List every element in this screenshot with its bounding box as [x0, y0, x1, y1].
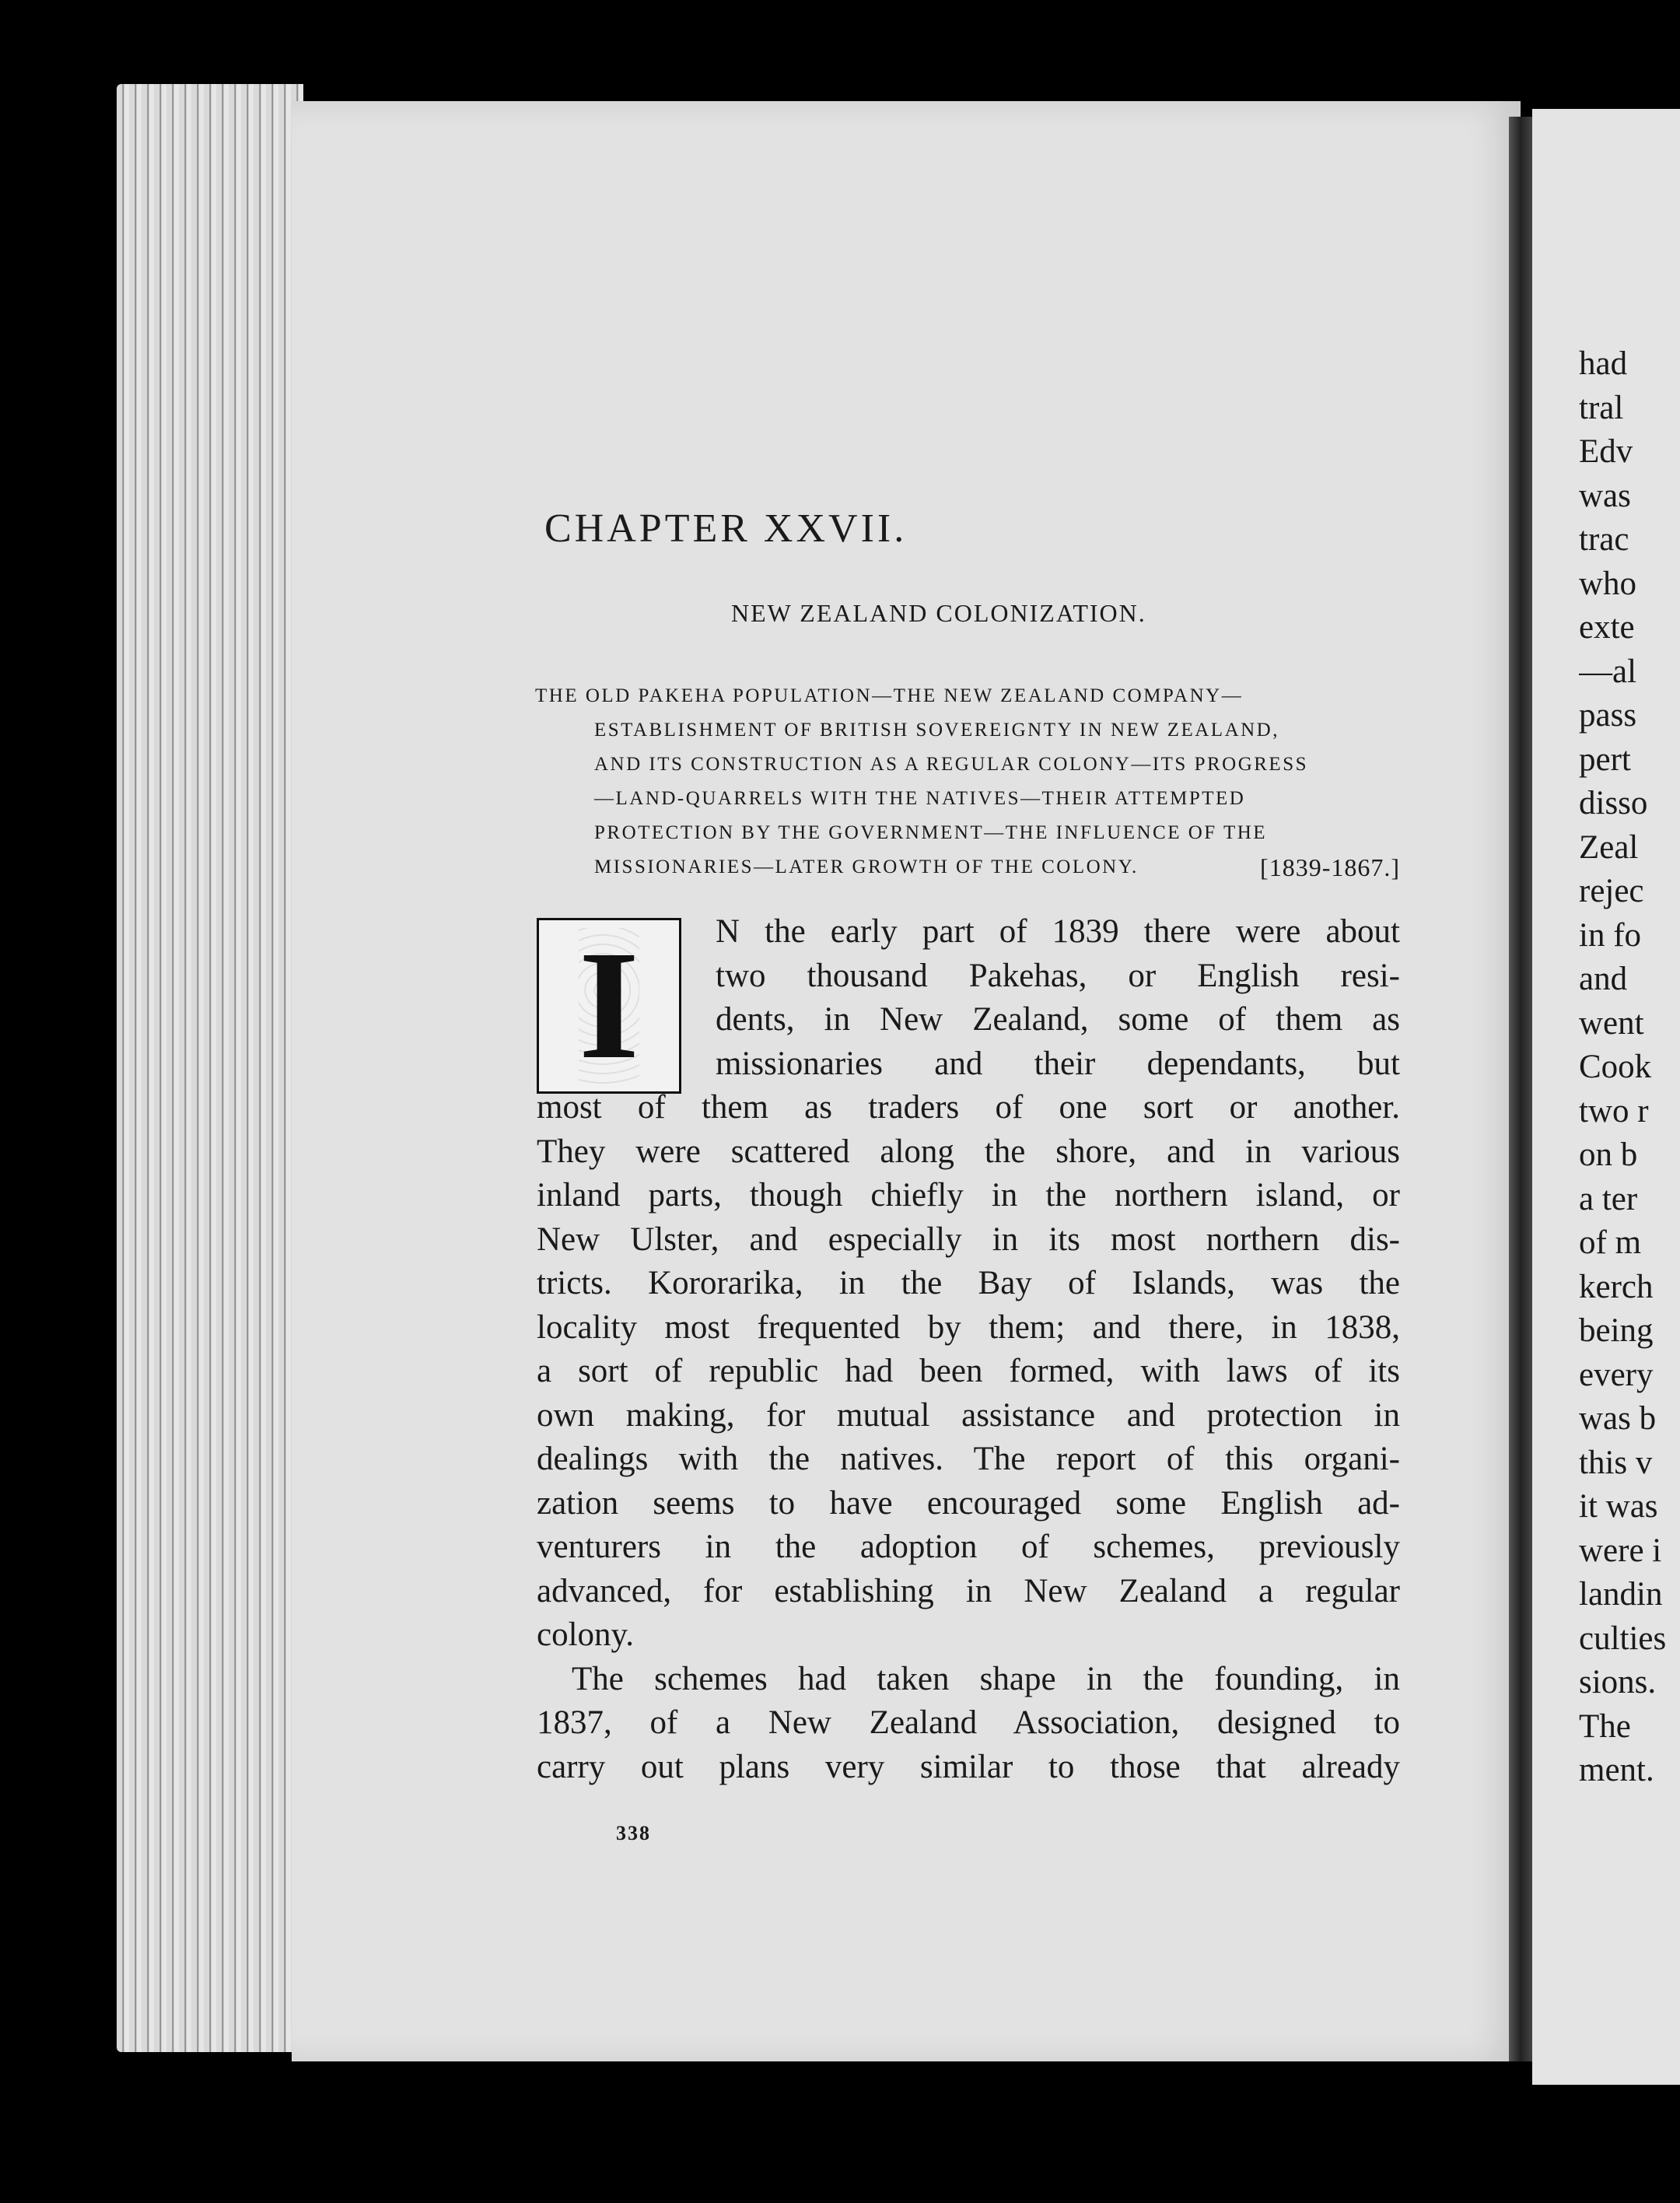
- right-text-fragment: was b: [1579, 1400, 1657, 1437]
- right-text-fragment: trac: [1579, 521, 1629, 558]
- right-text-fragment: of m: [1579, 1224, 1642, 1261]
- summary-line: —LAND-QUARRELS WITH THE NATIVES—THEIR ATTEMPTED: [594, 788, 1246, 809]
- right-page-text-fragments: [1579, 342, 1680, 1793]
- right-text-fragment: were i: [1579, 1532, 1662, 1569]
- right-text-fragment: exte: [1579, 609, 1635, 646]
- chapter-title: CHAPTER XXVII.: [544, 506, 908, 551]
- text-line: 1837, of a New Zealand Association, designed to: [537, 1704, 1400, 1741]
- right-text-fragment: disso: [1579, 785, 1648, 821]
- right-text-fragment: a ter: [1579, 1180, 1638, 1217]
- right-text-fragment: and: [1579, 961, 1628, 997]
- right-text-fragment: who: [1579, 565, 1637, 602]
- text-line: New Ulster, and especially in its most northern dis-: [537, 1221, 1400, 1258]
- right-text-fragment: on b: [1579, 1137, 1638, 1173]
- right-text-fragment: being: [1579, 1312, 1654, 1349]
- right-text-fragment: every: [1579, 1356, 1654, 1393]
- book-gutter: [1509, 117, 1532, 2061]
- text-line: inland parts, though chiefly in the northern island, or: [537, 1177, 1400, 1214]
- right-text-fragment: —al: [1579, 653, 1637, 690]
- right-text-fragment: Edv: [1579, 433, 1633, 470]
- text-line: carry out plans very similar to those that already: [537, 1748, 1400, 1785]
- summary-line: THE OLD PAKEHA POPULATION—THE NEW ZEALAND COMPANY—: [535, 685, 1244, 706]
- text-line: a sort of republic had been formed, with laws of its: [537, 1353, 1400, 1389]
- text-line: locality most frequented by them; and there, in 1838,: [537, 1308, 1400, 1346]
- text-line: The schemes had taken shape in the founding, in: [572, 1660, 1400, 1697]
- text-line: zation seems to have encouraged some English ad-: [537, 1484, 1400, 1522]
- right-text-fragment: pass: [1579, 697, 1637, 734]
- chapter-summary: [535, 679, 1400, 884]
- text-line: tricts. Kororarika, in the Bay of Islands, was the: [537, 1265, 1400, 1301]
- right-text-fragment: was: [1579, 477, 1631, 514]
- right-text-fragment: culties: [1579, 1620, 1667, 1657]
- right-text-fragment: this v: [1579, 1444, 1653, 1481]
- right-text-fragment: two r: [1579, 1092, 1649, 1130]
- right-text-fragment: ment.: [1579, 1752, 1654, 1788]
- right-text-fragment: kerch: [1579, 1268, 1654, 1305]
- right-text-fragment: pert: [1579, 741, 1631, 778]
- text-line: advanced, for establishing in New Zealand a regular: [537, 1572, 1400, 1609]
- right-text-fragment: it was: [1579, 1488, 1658, 1525]
- text-line: most of them as traders of one sort or another.: [537, 1089, 1400, 1126]
- body-text: [537, 910, 1400, 1789]
- page-number: 338: [616, 1822, 651, 1844]
- right-text-fragment: in fo: [1579, 916, 1642, 954]
- right-text-fragment: rejec: [1579, 873, 1644, 909]
- text-line: missionaries and their dependants, but: [716, 1045, 1400, 1082]
- drop-cap-letter: I: [579, 919, 639, 1091]
- text-line: colony.: [537, 1616, 634, 1653]
- text-line: venturers in the adoption of schemes, previously: [537, 1529, 1400, 1565]
- text-line: own making, for mutual assistance and protection in: [537, 1396, 1400, 1434]
- right-text-fragment: Cook: [1579, 1049, 1652, 1085]
- right-text-fragment: went: [1579, 1004, 1644, 1042]
- summary-date: [1839-1867.]: [1260, 853, 1400, 881]
- summary-line: [535, 850, 1400, 884]
- right-text-fragment: The: [1579, 1707, 1631, 1745]
- summary-line: PROTECTION BY THE GOVERNMENT—THE INFLUENCE OF THE: [594, 822, 1268, 843]
- text-line: They were scattered along the shore, and in various: [537, 1133, 1400, 1170]
- section-title: NEW ZEALAND COLONIZATION.: [731, 599, 1146, 627]
- summary-line: ESTABLISHMENT OF BRITISH SOVEREIGNTY IN NEW ZEALAND,: [594, 720, 1279, 741]
- right-text-fragment: Zeal: [1579, 828, 1639, 866]
- right-text-fragment: tral: [1579, 389, 1624, 426]
- book-page-stack: [117, 84, 303, 2052]
- summary-line: AND ITS CONSTRUCTION AS A REGULAR COLONY—ITS PROGRESS: [594, 754, 1309, 775]
- text-line: dents, in New Zealand, some of them as: [716, 1001, 1400, 1038]
- right-text-fragment: sions.: [1579, 1664, 1657, 1700]
- right-text-fragment: had: [1579, 345, 1628, 382]
- text-line: two thousand Pakehas, or English resi-: [716, 957, 1400, 994]
- summary-line-text: MISSIONARIES—LATER GROWTH OF THE COLONY.: [594, 856, 1139, 877]
- right-text-fragment: landin: [1579, 1576, 1663, 1613]
- text-line: dealings with the natives. The report of this organi-: [537, 1441, 1400, 1477]
- text-line: N the early part of 1839 there were about: [716, 913, 1400, 950]
